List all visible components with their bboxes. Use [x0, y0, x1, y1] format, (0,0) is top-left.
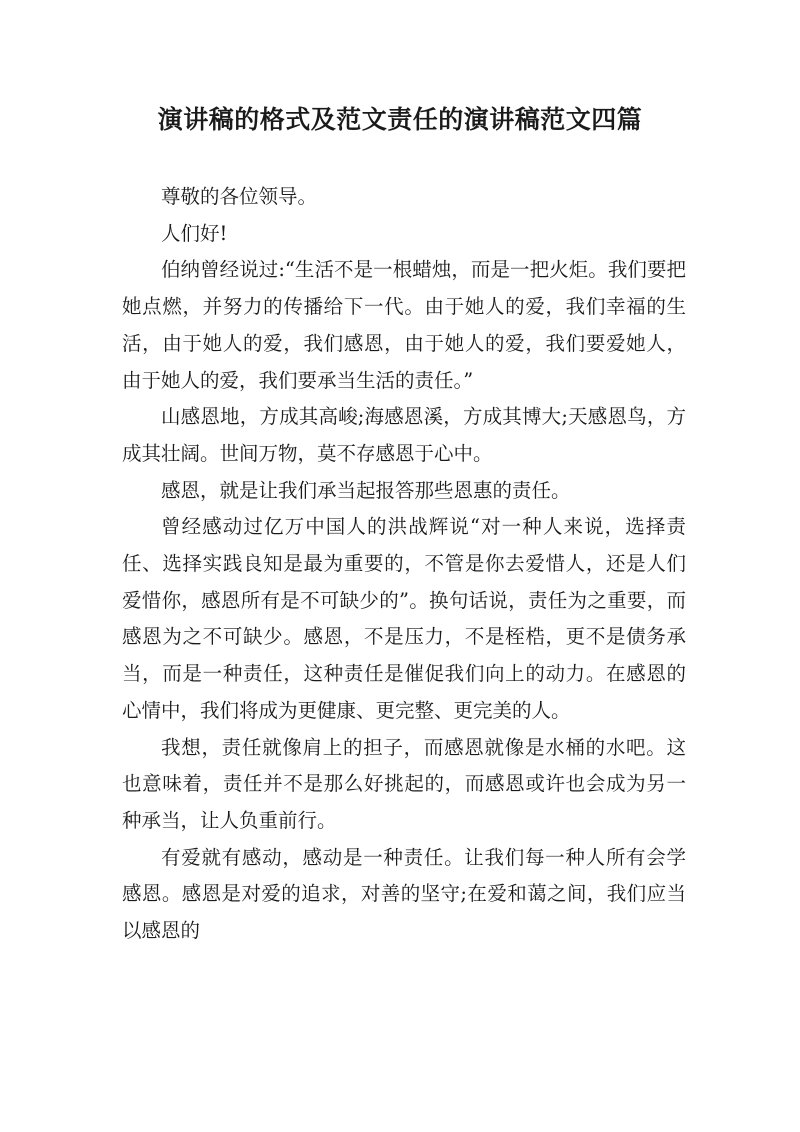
- paragraph-greeting: 人们好!: [161, 221, 228, 245]
- paragraph-hong-zhanhui: 曾经感动过亿万中国人的洪战辉说“对一种人来说，选择责任、选择实践良知是最为重要的，不管是你去爱惜人，还是人们爱惜你，感恩所有是不可缺少的”。换句话说，责任为之重要，而感恩为之不可缺少。感恩，不是压力，不是桎梏，更不是债务承当，而是一种责任，这种责任是催促我们向上的动力。在感恩的心情中，我们将成为更健康、更完整、更完美的人。: [122, 515, 686, 722]
- document-title: 演讲稿的格式及范文责任的演讲稿范文四篇: [157, 105, 643, 134]
- paragraph-nature: 山感恩地，方成其高峻;海感恩溪，方成其博大;天感恩鸟，方成其壮阔。世间万物，莫不存感恩于心中。: [122, 405, 686, 465]
- document-body: [122, 179, 686, 950]
- paragraph-love: 有爱就有感动，感动是一种责任。让我们每一种人所有会学感恩。感恩是对爱的追求，对善的坚守;在爱和蔼之间，我们应当以感恩的: [122, 845, 686, 943]
- paragraph-quote: 伯纳曾经说过:“生活不是一根蜡烛，而是一把火炬。我们要把她点燃，并努力的传播给下一代。由于她人的爱，我们幸福的生活，由于她人的爱，我们感恩，由于她人的爱，我们要爱她人，由于她人的爱，我们要承当生活的责任。”: [122, 258, 686, 392]
- paragraph-salutation: 尊敬的各位领导。: [161, 185, 318, 208]
- paragraph-burden: 我想，责任就像肩上的担子，而感恩就像是水桶的水吧。这也意味着，责任并不是那么好挑起的，而感恩或许也会成为另一种承当，让人负重前行。: [122, 735, 686, 832]
- paragraph-definition: 感恩，就是让我们承当起报答那些恩惠的责任。: [161, 478, 571, 502]
